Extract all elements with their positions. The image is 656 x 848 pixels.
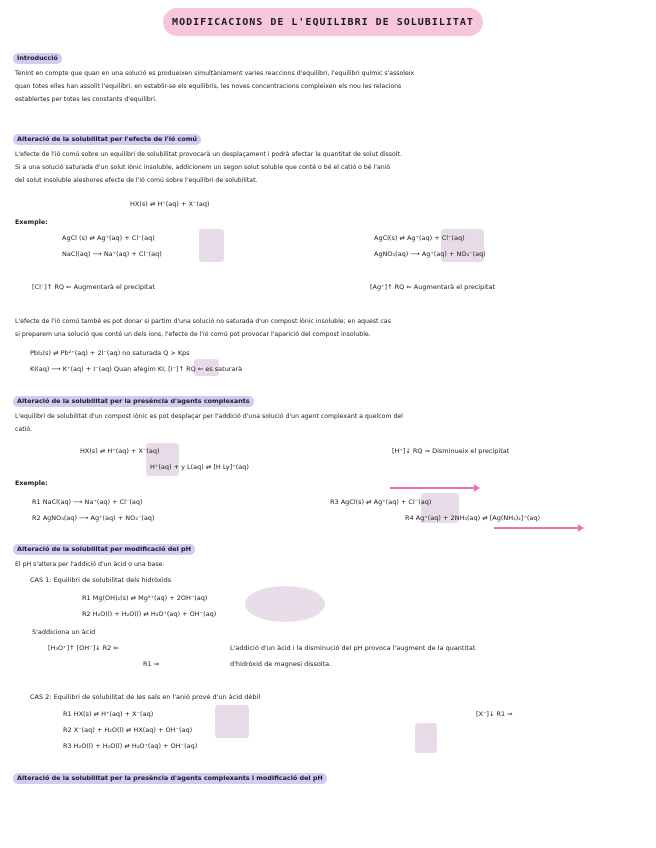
pbi-equation-1: PbI₂(s) ⇄ Pb²⁺(aq) + 2I⁻(aq) no saturada Q > Kps bbox=[30, 349, 190, 357]
highlight-box bbox=[199, 229, 224, 262]
intro-line-2: quan totes elles han assolit l'equilibri, en establir-se els equilibris, les noves concentracions compleixen els nou les relacions bbox=[15, 83, 402, 90]
complexants-eq-2: H⁺(aq) + y L(aq) ⇄ [H Ly]⁺(aq) bbox=[150, 463, 249, 471]
example-left-eq-1: AgCl (s) ⇄ Ag⁺(aq) + Cl⁻(aq) bbox=[62, 234, 155, 242]
highlight-ellipse bbox=[245, 586, 325, 622]
pbi-equation-2: KI(aq) ⟶ K⁺(aq) + I⁻(aq) Quan afegim KI, [I⁻]↑ RQ ⇐ es saturarà bbox=[30, 365, 243, 373]
ph-intro: El pH s'altera per l'addició d'un àcid o una base. bbox=[15, 561, 165, 568]
complexants-r2: R2 AgNO₃(aq) ⟶ Ag⁺(aq) + NO₃⁻(aq) bbox=[32, 514, 155, 522]
complexants-line-2: catió. bbox=[15, 426, 32, 433]
final-heading: Alteració de la solubilitat per la presència d'agents complexants i modificació del pH bbox=[13, 773, 327, 784]
example-left-eq-2: NaCl(aq) ⟶ Na⁺(aq) + Cl⁻(aq) bbox=[62, 250, 162, 258]
acid-effect-2: R1 ⇒ bbox=[143, 660, 160, 668]
intro-line-1: Tenint en compte que quan en una solució es produeixen simultàniament varies reaccions d'equilibri, l'equilibri químic s'assoleix bbox=[15, 70, 415, 77]
general-equation: HX(s) ⇄ H⁺(aq) + X⁻(aq) bbox=[130, 200, 210, 208]
complexants-heading: Alteració de la solubilitat per la presència d'agents complexants bbox=[13, 396, 254, 407]
highlight-box bbox=[415, 723, 437, 753]
complexants-r4: R4 Ag⁺(aq) + 2NH₃(aq) ⇄ [Ag(NH₃)₂]⁺(aq) bbox=[405, 514, 541, 522]
complexants-line-1: L'equilibri de solubilitat d'un compost iònic es pot desplaçar per l'addició d'una solució d'un agent complexant a quelcom del bbox=[15, 413, 403, 420]
ion-comu-line-4: L'efecte de l'ió comú també es pot donar si partim d'una solució no saturada d'un compost iònic insoluble; en aquest cas bbox=[15, 318, 391, 325]
acid-explanation-1: L'addició d'un àcid i la disminució del pH provoca l'augment de la quantitat bbox=[230, 644, 476, 652]
acid-addition-label: S'addiciona un àcid bbox=[32, 628, 96, 636]
page-title: MODIFICACIONS DE L'EQUILIBRI DE SOLUBILITAT bbox=[163, 8, 483, 36]
example-right-result: [Ag⁺]↑ RQ ⇐ Augmentarà el precipitat bbox=[370, 283, 496, 291]
ion-comu-line-3: del solut insoluble aleshores efecte de l'ió comú sobre l'equilibri de solubilitat. bbox=[15, 177, 258, 184]
cas2-r3: R3 H₂O(l) + H₂O(l) ⇄ H₃O⁺(aq) + OH⁻(aq) bbox=[63, 742, 198, 750]
intro-heading: Introducció bbox=[13, 53, 62, 64]
cas2-r2: R2 X⁻(aq) + H₂O(l) ⇄ HX(aq) + OH⁻(aq) bbox=[63, 726, 193, 734]
complexants-r3: R3 AgCl(s) ⇄ Ag⁺(aq) + Cl⁻(aq) bbox=[330, 498, 432, 506]
cas1-r1: R1 Mg(OH)₂(s) ⇄ Mg²⁺(aq) + 2OH⁻(aq) bbox=[82, 594, 208, 602]
ion-comu-line-1: L'efecte de l'ió comú sobre un equilibri de solubilitat provocarà un desplaçament i podrà afectar la quantitat de solut dissolt. bbox=[15, 151, 402, 158]
cas2-side-note: [X⁻]↓ R1 ⇒ bbox=[476, 710, 513, 718]
complexants-example-label: Exemple: bbox=[15, 480, 48, 487]
acid-effect-1: [H₃O⁺]↑ [OH⁻]↓ R2 ⇐ bbox=[48, 644, 119, 652]
ion-comu-line-2: Si a una solució saturada d'un solut iònic insoluble, addicionem un segon solut soluble que conté o bé el catió o bé l'anió bbox=[15, 164, 391, 171]
intro-line-3: establertes per totes les constants d'equilibri. bbox=[15, 96, 157, 103]
cas2-label: CAS 2: Equilibri de solubilitat de les sals en l'anió prové d'un àcid dèbil bbox=[30, 693, 261, 701]
complexants-eq-1: HX(s) ⇄ H⁺(aq) + X⁻(aq) bbox=[80, 447, 160, 455]
cas2-r1: R1 HX(s) ⇄ H⁺(aq) + X⁻(aq) bbox=[63, 710, 154, 718]
complexants-side-note: [H⁺]↓ RQ ⇒ Disminueix el precipitat bbox=[392, 447, 510, 455]
cas1-r2: R2 H₂O(l) + H₂O(l) ⇄ H₃O⁺(aq) + OH⁻(aq) bbox=[82, 610, 217, 618]
complexants-r1: R1 NaCl(aq) ⟶ Na⁺(aq) + Cl⁻(aq) bbox=[32, 498, 143, 506]
pink-arrow bbox=[494, 527, 582, 529]
ph-heading: Alteració de la solubilitat per modificació del pH bbox=[13, 544, 195, 555]
ion-comu-line-5: si preparem una solució que conté un dels ions, l'efecte de l'ió comú pot provocar l'aparició del compost insoluble. bbox=[15, 331, 371, 338]
example-left-result: [Cl⁻]↑ RQ ⇐ Augmentarà el precipitat bbox=[32, 283, 155, 291]
pink-arrow bbox=[390, 487, 478, 489]
highlight-box bbox=[215, 705, 249, 738]
cas1-label: CAS 1: Equilibri de solubilitat dels hidròxids bbox=[30, 576, 172, 584]
acid-explanation-2: d'hidròxid de magnesi dissolta. bbox=[230, 660, 332, 668]
example-label: Exemple: bbox=[15, 219, 48, 226]
example-right-eq-1: AgCl(s) ⇄ Ag⁺(aq) + Cl⁻(aq) bbox=[374, 234, 465, 242]
example-right-eq-2: AgNO₃(aq) ⟶ Ag⁺(aq) + NO₃⁻(aq) bbox=[374, 250, 486, 258]
ion-comu-heading: Alteració de la solubilitat per l'efecte de l'ió comú bbox=[13, 134, 201, 145]
